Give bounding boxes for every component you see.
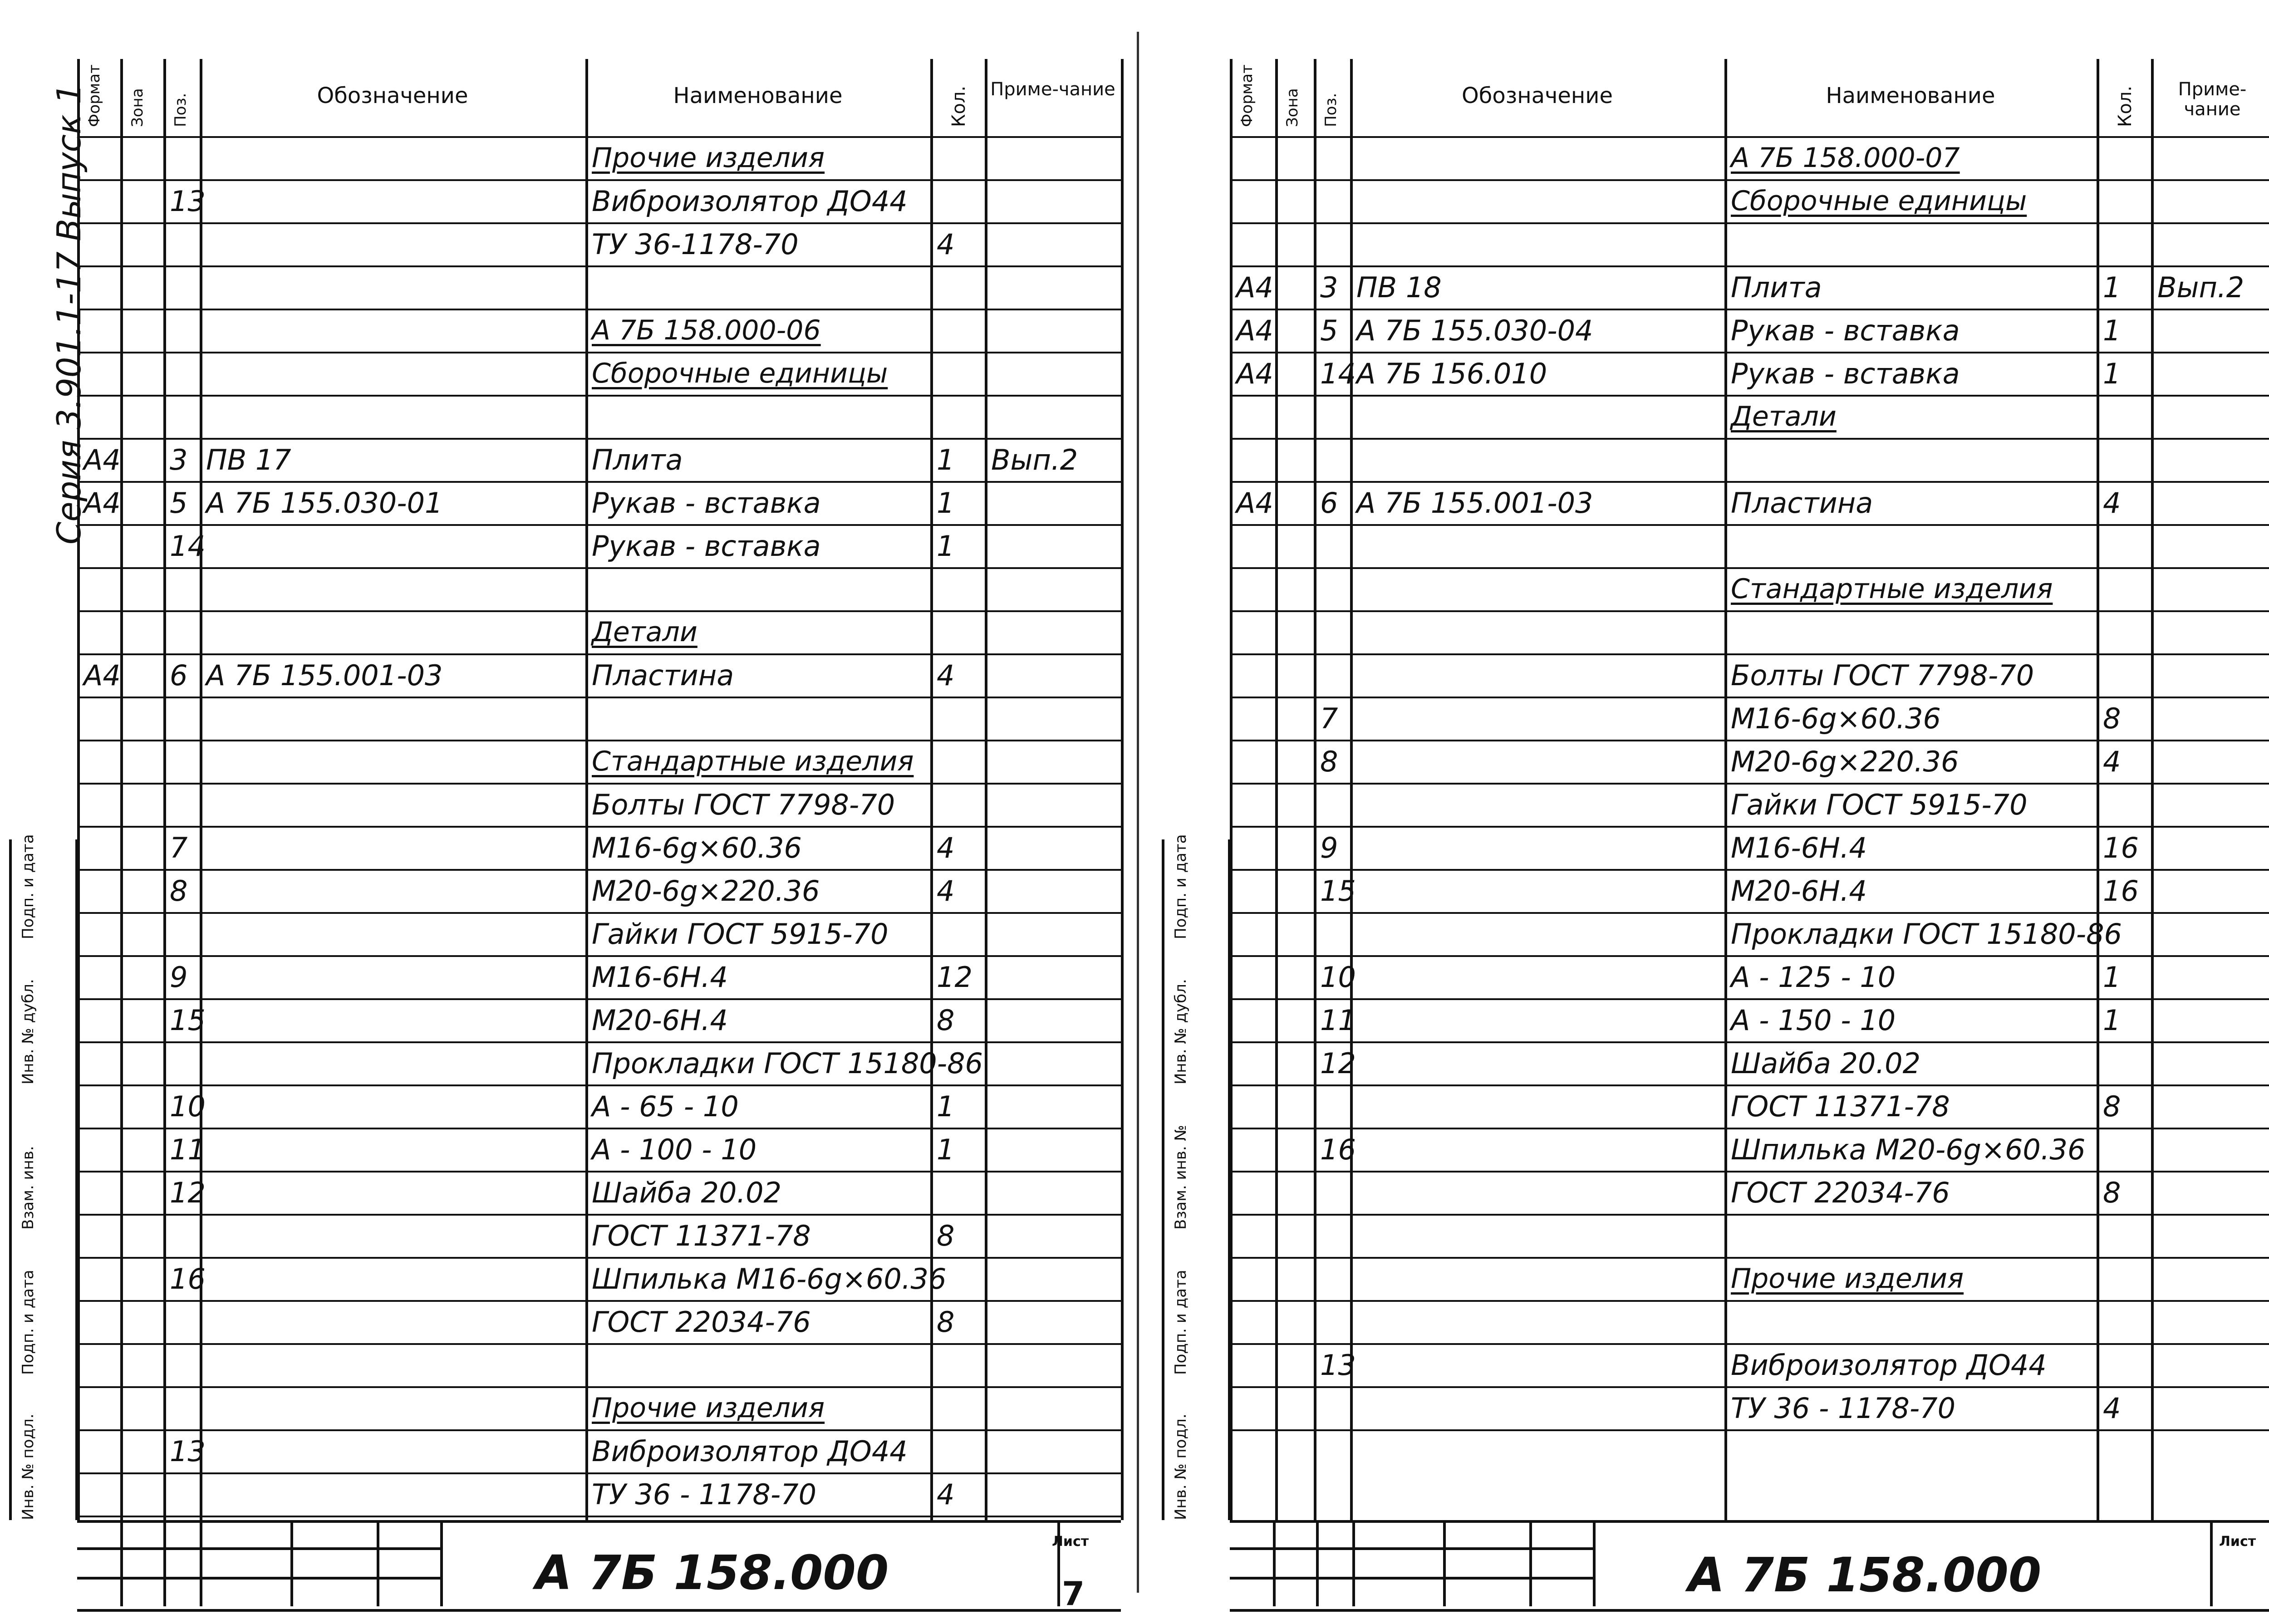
- cell-pos: 5: [170, 486, 188, 520]
- row-rule: [1230, 1084, 2269, 1086]
- row-rule: [1230, 826, 2269, 828]
- row-rule: [77, 395, 1121, 397]
- cell-qty: 1: [2103, 1004, 2121, 1037]
- cell-name: М20-6g×220.36: [1731, 745, 1959, 778]
- cell-pos: 16: [170, 1262, 206, 1295]
- cell-des: А 7Б 155.030-04: [1356, 314, 1593, 347]
- cell-name: А 7Б 158.000-07: [1731, 142, 1960, 174]
- row-rule: [77, 610, 1121, 612]
- title-block-rule: [200, 1520, 202, 1606]
- cell-name: А 7Б 158.000-06: [592, 314, 821, 346]
- cell-qty: 16: [2103, 874, 2139, 908]
- stamp-label: Подп. и дата: [1172, 1270, 1190, 1375]
- row-rule: [77, 1128, 1121, 1129]
- cell-qty: 4: [2103, 745, 2121, 778]
- header-qty: Кол.: [2115, 85, 2136, 127]
- row-rule: [77, 1386, 1121, 1388]
- row-rule: [77, 524, 1121, 526]
- cell-pos: 10: [170, 1090, 206, 1123]
- cell-name: ГОСТ 11371-78: [1731, 1090, 1950, 1123]
- cell-des: А 7Б 155.001-03: [1356, 486, 1593, 520]
- cell-name: М20-6Н.4: [1731, 874, 1867, 908]
- row-rule: [77, 1257, 1121, 1259]
- cell-pos: 11: [1320, 1004, 1356, 1037]
- cell-fmt: А4: [1236, 271, 1273, 304]
- cell-name: Виброизолятор ДО44: [592, 185, 908, 218]
- cell-pos: 15: [1320, 874, 1356, 908]
- cell-pos: 13: [170, 185, 206, 218]
- cell-name: А - 150 - 10: [1731, 1004, 1896, 1037]
- cell-pos: 5: [1320, 314, 1338, 347]
- stamp-label: Инв. № дубл.: [19, 979, 37, 1084]
- row-rule: [77, 438, 1121, 440]
- cell-name: А - 125 - 10: [1731, 961, 1896, 994]
- column-rule: [1121, 59, 1124, 1520]
- cell-fmt: А4: [1236, 314, 1273, 347]
- cell-pos: 8: [1320, 745, 1338, 778]
- row-rule: [1230, 998, 2269, 1000]
- row-rule: [77, 1214, 1121, 1216]
- row-rule: [77, 653, 1121, 655]
- row-rule: [77, 1041, 1121, 1043]
- cell-pos: 11: [170, 1133, 206, 1166]
- title-block-rule: [1443, 1520, 1446, 1606]
- row-rule: [1230, 912, 2269, 914]
- row-rule: [77, 352, 1121, 353]
- row-rule: [1230, 1257, 2269, 1259]
- row-rule: [1230, 1343, 2269, 1345]
- cell-qty: 12: [937, 961, 972, 994]
- cell-note: Вып.2: [991, 443, 1078, 476]
- cell-name: ТУ 36 - 1178-70: [592, 1478, 817, 1511]
- row-rule: [1230, 265, 2269, 267]
- cell-qty: 16: [2103, 831, 2139, 864]
- page-divider: [1137, 32, 1139, 1593]
- cell-qty: 1: [937, 443, 955, 476]
- row-rule: [1230, 1429, 2269, 1431]
- row-rule: [1230, 740, 2269, 741]
- cell-pos: 3: [170, 443, 188, 476]
- header-name: Наименование: [1826, 83, 1995, 108]
- cell-name: Шпилька М20-6g×60.36: [1731, 1133, 2086, 1166]
- row-rule: [1230, 222, 2269, 224]
- cell-name: Прокладки ГОСТ 15180-86: [592, 1047, 983, 1080]
- series-label: Серия 3.901.1-17 Выпуск 1: [50, 83, 88, 545]
- cell-pos: 3: [1320, 271, 1338, 304]
- row-rule: [1230, 869, 2269, 871]
- row-rule: [1230, 610, 2269, 612]
- row-rule: [77, 697, 1121, 698]
- cell-name: Детали: [592, 616, 697, 648]
- header-zone: Зона: [128, 88, 147, 127]
- header-format: Формат: [85, 64, 103, 127]
- cell-qty: 8: [2103, 1090, 2121, 1123]
- header-note: Приме-чание: [990, 79, 1115, 100]
- row-rule: [1230, 1041, 2269, 1043]
- cell-name: Шайба 20.02: [1731, 1047, 1921, 1080]
- cell-name: Детали: [1731, 401, 1837, 432]
- stamp-label: Подп. и дата: [19, 1270, 37, 1375]
- row-rule: [1230, 697, 2269, 698]
- cell-qty: 4: [937, 831, 955, 864]
- stamp-label: Инв. № подл.: [19, 1413, 37, 1520]
- cell-name: Прочие изделия: [1731, 1263, 1964, 1295]
- cell-name: М20-6Н.4: [592, 1004, 728, 1037]
- cell-des: ПВ 18: [1356, 271, 1442, 304]
- row-rule: [77, 998, 1121, 1000]
- cell-qty: 1: [937, 1090, 955, 1123]
- document-code: А 7Б 158.000: [535, 1545, 889, 1600]
- row-rule: [77, 1516, 1121, 1517]
- cell-qty: 8: [937, 1305, 955, 1339]
- row-rule: [1230, 352, 2269, 353]
- cell-pos: 12: [170, 1176, 206, 1209]
- cell-name: Плита: [1731, 271, 1822, 304]
- cell-pos: 9: [170, 961, 188, 994]
- cell-pos: 12: [1320, 1047, 1356, 1080]
- cell-name: ГОСТ 22034-76: [1731, 1176, 1950, 1209]
- row-rule: [77, 826, 1121, 828]
- sheet-label: Лист: [1052, 1534, 1089, 1550]
- cell-name: ТУ 36 - 1178-70: [1731, 1392, 1956, 1425]
- cell-name: Виброизолятор ДО44: [592, 1435, 908, 1468]
- cell-name: Гайки ГОСТ 5915-70: [592, 917, 889, 951]
- cell-fmt: А4: [83, 486, 121, 520]
- cell-name: Сборочные единицы: [592, 358, 888, 389]
- header-name: Наименование: [673, 83, 843, 108]
- cell-name: Плита: [592, 443, 683, 476]
- cell-pos: 14: [1320, 357, 1356, 390]
- row-rule: [1230, 567, 2269, 569]
- row-rule: [77, 1300, 1121, 1302]
- stamp-label: Инв. № подл.: [1172, 1413, 1190, 1520]
- cell-pos: 6: [1320, 486, 1338, 520]
- cell-qty: 4: [937, 874, 955, 908]
- row-rule: [1230, 653, 2269, 655]
- cell-name: ТУ 36-1178-70: [592, 228, 799, 261]
- cell-name: Стандартные изделия: [592, 746, 914, 777]
- row-rule: [1230, 179, 2269, 181]
- title-block-rule: [1593, 1520, 1596, 1606]
- cell-qty: 4: [937, 659, 955, 692]
- cell-name: Пластина: [592, 659, 734, 692]
- cell-qty: 4: [937, 1478, 955, 1511]
- cell-name: Виброизолятор ДО44: [1731, 1349, 2047, 1382]
- cell-name: М16-6Н.4: [592, 961, 728, 994]
- cell-name: Болты ГОСТ 7798-70: [592, 788, 895, 821]
- cell-name: ГОСТ 22034-76: [592, 1305, 811, 1339]
- title-block-rule: [1230, 1577, 1593, 1580]
- cell-fmt: А4: [1236, 357, 1273, 390]
- row-rule: [1230, 309, 2269, 310]
- row-rule: [77, 179, 1121, 181]
- stamp-label: Инв. № дубл.: [1172, 979, 1190, 1084]
- cell-qty: 1: [937, 486, 955, 520]
- stamp-frame: [9, 839, 78, 1520]
- header-pos: Поз.: [172, 93, 190, 127]
- cell-qty: 1: [2103, 271, 2121, 304]
- title-block-rule: [1316, 1520, 1319, 1606]
- cell-fmt: А4: [83, 659, 121, 692]
- cell-name: Шпилька М16-6g×60.36: [592, 1262, 947, 1295]
- cell-pos: 7: [1320, 702, 1338, 735]
- cell-des: А 7Б 156.010: [1356, 357, 1547, 390]
- title-block-rule: [120, 1520, 123, 1606]
- cell-des: ПВ 17: [206, 443, 291, 476]
- cell-qty: 8: [2103, 1176, 2121, 1209]
- cell-des: А 7Б 155.030-01: [206, 486, 443, 520]
- document-code: А 7Б 158.000: [1688, 1547, 2042, 1603]
- cell-pos: 9: [1320, 831, 1338, 864]
- header-designation: Обозначение: [1461, 83, 1613, 108]
- cell-qty: 8: [937, 1004, 955, 1037]
- cell-des: А 7Б 155.001-03: [206, 659, 443, 692]
- cell-name: Стандартные изделия: [1731, 573, 2053, 605]
- cell-name: Болты ГОСТ 7798-70: [1731, 659, 2034, 692]
- sheet-number: 7: [1062, 1575, 1085, 1613]
- cell-name: Шайба 20.02: [592, 1176, 782, 1209]
- cell-pos: 16: [1320, 1133, 1356, 1166]
- cell-note: Вып.2: [2157, 271, 2244, 304]
- cell-name: А - 100 - 10: [592, 1133, 757, 1166]
- stamp-frame: [1162, 839, 1231, 1520]
- header-format: Формат: [1238, 64, 1256, 127]
- row-rule: [77, 1472, 1121, 1474]
- row-rule: [77, 265, 1121, 267]
- row-rule: [1230, 438, 2269, 440]
- row-rule: [77, 1343, 1121, 1345]
- cell-name: Рукав - вставка: [1731, 357, 1960, 390]
- cell-name: Пластина: [1731, 486, 1873, 520]
- header-zone: Зона: [1283, 88, 1301, 127]
- cell-name: М16-6g×60.36: [1731, 702, 1941, 735]
- row-rule: [1230, 1300, 2269, 1302]
- cell-name: Рукав - вставка: [592, 530, 821, 563]
- title-block-rule: [77, 1547, 440, 1550]
- sheet-right: [1153, 0, 2269, 1624]
- sheet-label: Лист: [2219, 1534, 2256, 1550]
- cell-name: Рукав - вставка: [1731, 314, 1960, 347]
- row-rule: [77, 1429, 1121, 1431]
- title-block-rule: [77, 1577, 440, 1580]
- header-pos: Поз.: [1322, 93, 1340, 127]
- header-qty: Кол.: [948, 85, 969, 127]
- cell-pos: 7: [170, 831, 188, 864]
- cell-name: ГОСТ 11371-78: [592, 1219, 811, 1252]
- cell-name: Рукав - вставка: [592, 486, 821, 520]
- cell-qty: 4: [937, 228, 955, 261]
- cell-name: А - 65 - 10: [592, 1090, 739, 1123]
- row-rule: [1230, 1386, 2269, 1388]
- cell-name: Гайки ГОСТ 5915-70: [1731, 788, 2028, 821]
- title-block-rule: [1352, 1520, 1355, 1606]
- title-block-rule: [377, 1520, 379, 1606]
- spec-table: [1172, 59, 2269, 1520]
- cell-qty: 1: [2103, 357, 2121, 390]
- cell-name: М20-6g×220.36: [592, 874, 820, 908]
- row-rule: [77, 481, 1121, 483]
- header-designation: Обозначение: [317, 83, 468, 108]
- cell-pos: 15: [170, 1004, 206, 1037]
- row-rule: [77, 740, 1121, 741]
- row-rule: [1230, 136, 2269, 138]
- cell-name: Прокладки ГОСТ 15180-86: [1731, 917, 2122, 951]
- cell-name: М16-6g×60.36: [592, 831, 802, 864]
- title-block-rule: [1057, 1520, 1060, 1606]
- cell-pos: 13: [170, 1435, 206, 1468]
- cell-qty: 8: [2103, 702, 2121, 735]
- title-block-rule: [1273, 1520, 1276, 1606]
- row-rule: [77, 1171, 1121, 1173]
- title-block-rule: [163, 1520, 166, 1606]
- row-rule: [1230, 1214, 2269, 1216]
- cell-pos: 8: [170, 874, 188, 908]
- stamp-label: Подп. и дата: [19, 834, 37, 939]
- row-rule: [1230, 783, 2269, 785]
- row-rule: [1230, 1171, 2269, 1173]
- title-block-rule: [290, 1520, 293, 1606]
- cell-pos: 13: [1320, 1349, 1356, 1382]
- row-rule: [1230, 395, 2269, 397]
- row-rule: [1230, 481, 2269, 483]
- cell-name: Прочие изделия: [592, 142, 825, 174]
- row-rule: [77, 783, 1121, 785]
- cell-name: Прочие изделия: [592, 1392, 825, 1424]
- title-block-rule: [1529, 1520, 1532, 1606]
- title-block-rule: [2210, 1520, 2213, 1606]
- header-note: Приме-чание: [2178, 79, 2247, 120]
- cell-fmt: А4: [83, 443, 121, 476]
- cell-pos: 10: [1320, 961, 1356, 994]
- cell-qty: 8: [937, 1219, 955, 1252]
- row-rule: [77, 567, 1121, 569]
- cell-qty: 1: [2103, 314, 2121, 347]
- title-block-rule: [440, 1520, 443, 1606]
- cell-qty: 4: [2103, 1392, 2121, 1425]
- cell-pos: 6: [170, 659, 188, 692]
- row-rule: [77, 1084, 1121, 1086]
- row-rule: [1230, 955, 2269, 957]
- cell-name: М16-6Н.4: [1731, 831, 1867, 864]
- row-rule: [77, 136, 1121, 138]
- cell-qty: 4: [2103, 486, 2121, 520]
- cell-qty: 1: [937, 1133, 955, 1166]
- row-rule: [77, 869, 1121, 871]
- title-block-rule: [1230, 1547, 1593, 1550]
- cell-qty: 1: [2103, 961, 2121, 994]
- cell-qty: 1: [937, 530, 955, 563]
- cell-pos: 14: [170, 530, 206, 563]
- row-rule: [77, 222, 1121, 224]
- stamp-label: Взам. инв. №: [1172, 1125, 1190, 1230]
- stamp-label: Подп. и дата: [1172, 834, 1190, 939]
- row-rule: [77, 955, 1121, 957]
- sheet-left: [0, 0, 1121, 1624]
- cell-fmt: А4: [1236, 486, 1273, 520]
- stamp-label: Взам. инв.: [19, 1146, 37, 1230]
- row-rule: [77, 912, 1121, 914]
- row-rule: [1230, 524, 2269, 526]
- row-rule: [1230, 1128, 2269, 1129]
- cell-name: Сборочные единицы: [1731, 185, 2027, 217]
- row-rule: [77, 309, 1121, 310]
